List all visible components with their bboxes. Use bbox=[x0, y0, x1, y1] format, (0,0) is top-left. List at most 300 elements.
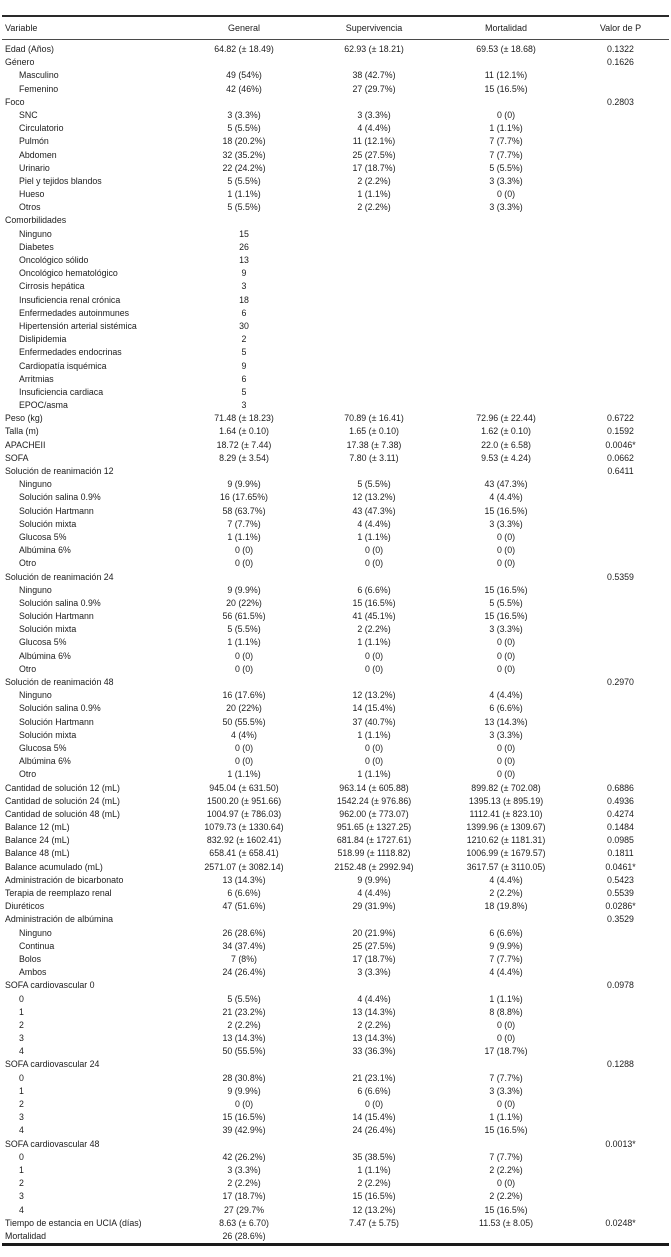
mortalidad-cell: 0 (0) bbox=[496, 1033, 516, 1044]
p-value-cell bbox=[572, 940, 669, 953]
p-value-cell bbox=[572, 201, 669, 214]
p-value-cell bbox=[572, 557, 669, 570]
p-value-cell: 0.6886 bbox=[607, 782, 634, 793]
variable-cell: Hueso bbox=[19, 189, 45, 200]
table-row bbox=[2, 610, 669, 623]
general-cell: 26 bbox=[239, 241, 249, 252]
variable-cell: Ambos bbox=[19, 967, 47, 978]
table-row bbox=[2, 1006, 669, 1019]
table-row bbox=[2, 69, 669, 82]
supervivencia-cell bbox=[308, 399, 440, 412]
mortalidad-cell: 22.0 (± 6.58) bbox=[481, 439, 531, 450]
table-row bbox=[2, 1190, 669, 1203]
variable-cell: Insuficiencia renal crónica bbox=[19, 294, 121, 305]
mortalidad-cell: 4 (4.4%) bbox=[489, 492, 523, 503]
mortalidad-cell: 6 (6.6%) bbox=[489, 927, 523, 938]
variable-cell: Hipertensión arterial sistémica bbox=[19, 320, 137, 331]
variable-cell: Diuréticos bbox=[5, 901, 45, 912]
mortalidad-cell bbox=[440, 241, 572, 254]
supervivencia-cell: 2 (2.2%) bbox=[357, 202, 391, 213]
mortalidad-cell: 11 (12.1%) bbox=[484, 70, 528, 81]
variable-cell: Solución Hartmann bbox=[19, 716, 94, 727]
p-value-cell bbox=[572, 716, 669, 729]
variable-cell: Otro bbox=[19, 558, 37, 569]
table-row bbox=[2, 294, 669, 307]
table-row bbox=[2, 900, 669, 913]
supervivencia-cell: 6 (6.6%) bbox=[357, 1085, 391, 1096]
mortalidad-cell: 0 (0) bbox=[496, 558, 516, 569]
supervivencia-cell bbox=[308, 346, 440, 359]
general-cell: 8.63 (± 6.70) bbox=[219, 1217, 269, 1228]
general-cell bbox=[180, 56, 308, 69]
table-row bbox=[2, 149, 669, 162]
supervivencia-cell bbox=[308, 228, 440, 241]
table-row bbox=[2, 320, 669, 333]
general-cell: 1 (1.1%) bbox=[227, 637, 261, 648]
p-value-cell bbox=[572, 241, 669, 254]
general-cell: 9 (9.9%) bbox=[227, 479, 261, 490]
general-cell: 2 bbox=[241, 334, 247, 345]
variable-cell: Solución salina 0.9% bbox=[19, 703, 101, 714]
column-header-supervivencia: Supervivencia bbox=[308, 16, 440, 40]
p-value-cell bbox=[572, 663, 669, 676]
table-row bbox=[2, 913, 669, 926]
p-value-cell bbox=[572, 491, 669, 504]
general-cell: 24 (26.4%) bbox=[222, 967, 266, 978]
table-row bbox=[2, 531, 669, 544]
supervivencia-cell: 962.00 (± 773.07) bbox=[339, 808, 409, 819]
general-cell: 15 bbox=[239, 228, 249, 239]
mortalidad-cell: 0 (0) bbox=[496, 663, 516, 674]
supervivencia-cell: 963.14 (± 605.88) bbox=[339, 782, 409, 793]
p-value-cell bbox=[572, 584, 669, 597]
table-row bbox=[2, 782, 669, 795]
variable-cell: 4 bbox=[19, 1046, 24, 1057]
mortalidad-cell: 15 (16.5%) bbox=[484, 83, 528, 94]
table-row bbox=[2, 478, 669, 491]
supervivencia-cell: 0 (0) bbox=[364, 663, 384, 674]
table-row bbox=[2, 755, 669, 768]
p-value-cell bbox=[572, 254, 669, 267]
p-value-cell: 0.1288 bbox=[607, 1059, 634, 1070]
mortalidad-cell: 7 (7.7%) bbox=[489, 1072, 523, 1083]
mortalidad-cell: 0 (0) bbox=[496, 650, 516, 661]
variable-cell: Solución salina 0.9% bbox=[19, 492, 101, 503]
supervivencia-cell: 9 (9.9%) bbox=[357, 874, 391, 885]
general-cell: 3 bbox=[241, 400, 247, 411]
table-row bbox=[2, 360, 669, 373]
supervivencia-cell: 12 (13.2%) bbox=[352, 492, 396, 503]
general-cell: 39 (42.9%) bbox=[222, 1125, 266, 1136]
general-cell: 58 (63.7%) bbox=[222, 505, 266, 516]
variable-cell: Solución Hartmann bbox=[19, 505, 94, 516]
table-row bbox=[2, 1177, 669, 1190]
mortalidad-cell: 15 (16.5%) bbox=[484, 1204, 528, 1215]
p-value-cell bbox=[572, 1151, 669, 1164]
variable-cell: 4 bbox=[19, 1204, 24, 1215]
supervivencia-cell: 3 (3.3%) bbox=[357, 967, 391, 978]
table-row bbox=[2, 56, 669, 69]
general-cell bbox=[180, 96, 308, 109]
p-value-cell bbox=[572, 1032, 669, 1045]
variable-cell: Balance 48 (mL) bbox=[5, 848, 70, 859]
supervivencia-cell: 25 (27.5%) bbox=[352, 940, 396, 951]
mortalidad-cell: 0 (0) bbox=[496, 1099, 516, 1109]
p-value-cell: 0.5359 bbox=[607, 571, 634, 582]
mortalidad-cell: 7 (7.7%) bbox=[489, 1151, 523, 1162]
variable-cell: APACHEII bbox=[5, 439, 46, 450]
variable-cell: 2 bbox=[19, 1019, 24, 1030]
general-cell: 34 (37.4%) bbox=[222, 940, 266, 951]
general-cell: 20 (22%) bbox=[226, 703, 262, 714]
p-value-cell bbox=[572, 729, 669, 742]
variable-cell: SOFA cardiovascular 0 bbox=[5, 980, 95, 991]
variable-cell: Solución mixta bbox=[19, 729, 77, 740]
mortalidad-cell: 0 (0) bbox=[496, 1019, 516, 1030]
table-row bbox=[2, 1098, 669, 1111]
mortalidad-cell: 1 (1.1%) bbox=[489, 1112, 523, 1123]
mortalidad-cell bbox=[440, 294, 572, 307]
general-cell: 4 (4%) bbox=[231, 729, 257, 740]
table-row bbox=[2, 966, 669, 979]
table-row bbox=[2, 623, 669, 636]
supervivencia-cell: 2 (2.2%) bbox=[357, 1019, 391, 1030]
variable-cell: Talla (m) bbox=[5, 426, 39, 437]
column-header-valor-de-p: Valor de P bbox=[572, 16, 669, 40]
table-row bbox=[2, 927, 669, 940]
general-cell: 2571.07 (± 3082.14) bbox=[204, 861, 284, 872]
mortalidad-cell: 3 (3.3%) bbox=[489, 202, 523, 213]
general-cell: 30 bbox=[239, 320, 249, 331]
supervivencia-cell bbox=[308, 254, 440, 267]
supervivencia-cell: 13 (14.3%) bbox=[352, 1033, 396, 1044]
table-row bbox=[2, 267, 669, 280]
mortalidad-cell: 1112.41 (± 823.10) bbox=[469, 808, 543, 819]
mortalidad-cell: 0 (0) bbox=[496, 109, 516, 120]
general-cell: 0 (0) bbox=[234, 742, 254, 753]
variable-cell: Glucosa 5% bbox=[19, 742, 67, 753]
p-value-cell: 0.0046* bbox=[605, 439, 636, 450]
variable-cell: Solución de reanimación 24 bbox=[5, 571, 114, 582]
mortalidad-cell: 0 (0) bbox=[496, 742, 516, 753]
general-cell: 27 (29.7% bbox=[223, 1204, 265, 1215]
table-row bbox=[2, 1019, 669, 1032]
variable-cell: SOFA cardiovascular 24 bbox=[5, 1059, 100, 1070]
variable-cell: Bolos bbox=[19, 953, 42, 964]
supervivencia-cell: 6 (6.6%) bbox=[357, 584, 391, 595]
p-value-cell bbox=[572, 320, 669, 333]
p-value-cell bbox=[572, 69, 669, 82]
table-row bbox=[2, 1138, 669, 1151]
general-cell: 1 (1.1%) bbox=[227, 531, 261, 542]
mortalidad-cell: 1.62 (± 0.10) bbox=[481, 426, 531, 437]
general-cell: 5 bbox=[241, 386, 247, 397]
general-cell: 18.72 (± 7.44) bbox=[216, 439, 272, 450]
p-value-cell: 0.0978 bbox=[607, 980, 634, 991]
p-value-cell bbox=[572, 742, 669, 755]
mortalidad-cell bbox=[440, 1058, 572, 1071]
table-row bbox=[2, 742, 669, 755]
mortalidad-cell bbox=[440, 676, 572, 689]
variable-cell: Urinario bbox=[19, 162, 50, 173]
p-value-cell bbox=[572, 953, 669, 966]
variable-cell: Otros bbox=[19, 202, 41, 213]
mortalidad-cell: 15 (16.5%) bbox=[484, 611, 528, 622]
general-cell: 5 (5.5%) bbox=[227, 624, 261, 635]
p-value-cell bbox=[572, 1190, 669, 1203]
mortalidad-cell: 3 (3.3%) bbox=[489, 1085, 523, 1096]
supervivencia-cell: 5 (5.5%) bbox=[357, 479, 391, 490]
p-value-cell bbox=[572, 650, 669, 663]
p-value-cell bbox=[572, 294, 669, 307]
p-value-cell: 0.1811 bbox=[607, 848, 634, 859]
table-row bbox=[2, 636, 669, 649]
general-cell: 13 bbox=[239, 255, 249, 265]
table-row bbox=[2, 847, 669, 860]
general-cell: 0 (0) bbox=[234, 1099, 254, 1109]
supervivencia-cell: 25 (27.5%) bbox=[352, 149, 396, 160]
supervivencia-cell bbox=[308, 373, 440, 386]
variable-cell: Glucosa 5% bbox=[19, 637, 67, 648]
general-cell bbox=[180, 676, 308, 689]
table-row bbox=[2, 729, 669, 742]
mortalidad-cell: 899.82 (± 702.08) bbox=[471, 782, 541, 793]
table-row bbox=[2, 821, 669, 834]
p-value-cell bbox=[572, 768, 669, 781]
p-value-cell: 0.4936 bbox=[607, 795, 634, 806]
p-value-cell bbox=[572, 1164, 669, 1177]
mortalidad-cell: 1210.62 (± 1181.31) bbox=[466, 835, 546, 846]
variable-cell: Albúmina 6% bbox=[19, 756, 71, 767]
variable-cell: Cirrosis hepática bbox=[19, 281, 85, 292]
supervivencia-cell: 14 (15.4%) bbox=[352, 1112, 396, 1123]
mortalidad-cell bbox=[440, 56, 572, 69]
supervivencia-cell bbox=[308, 241, 440, 254]
variable-cell: Solución mixta bbox=[19, 518, 77, 529]
supervivencia-cell: 2 (2.2%) bbox=[357, 624, 391, 635]
table-row bbox=[2, 887, 669, 900]
mortalidad-cell: 7 (7.7%) bbox=[489, 953, 523, 964]
p-value-cell bbox=[572, 689, 669, 702]
general-cell bbox=[180, 214, 308, 227]
general-cell: 6 bbox=[241, 373, 247, 384]
p-value-cell bbox=[572, 702, 669, 715]
p-value-cell bbox=[572, 623, 669, 636]
supervivencia-cell: 1 (1.1%) bbox=[357, 1164, 391, 1175]
variable-cell: Dislipidemia bbox=[19, 334, 67, 345]
p-value-cell bbox=[572, 175, 669, 188]
mortalidad-cell: 4 (4.4%) bbox=[489, 967, 523, 978]
variable-cell: SNC bbox=[19, 109, 38, 120]
variable-cell: Solución salina 0.9% bbox=[19, 597, 101, 608]
supervivencia-cell: 1 (1.1%) bbox=[357, 637, 391, 648]
variable-cell: Ninguno bbox=[19, 584, 52, 595]
p-value-cell bbox=[572, 188, 669, 201]
p-value-cell bbox=[572, 1111, 669, 1124]
general-cell: 16 (17.65%) bbox=[220, 492, 268, 503]
variable-cell: 1 bbox=[19, 1085, 24, 1096]
p-value-cell bbox=[572, 346, 669, 359]
variable-cell: Administración de bicarbonato bbox=[5, 874, 124, 885]
column-header-variable: Variable bbox=[2, 16, 180, 40]
mortalidad-cell bbox=[440, 399, 572, 412]
supervivencia-cell: 518.99 (± 1118.82) bbox=[337, 848, 411, 859]
table-row bbox=[2, 228, 669, 241]
variable-cell: Otro bbox=[19, 769, 37, 780]
table-row bbox=[2, 135, 669, 148]
general-cell bbox=[180, 571, 308, 584]
p-value-cell: 0.0461* bbox=[605, 861, 636, 872]
variable-cell: SOFA cardiovascular 48 bbox=[5, 1138, 100, 1149]
mortalidad-cell bbox=[440, 333, 572, 346]
supervivencia-cell: 4 (4.4%) bbox=[357, 123, 391, 134]
mortalidad-cell: 17 (18.7%) bbox=[484, 1046, 528, 1057]
p-value-cell bbox=[572, 307, 669, 320]
mortalidad-cell bbox=[440, 307, 572, 320]
table-row bbox=[2, 425, 669, 438]
variable-cell: 4 bbox=[19, 1125, 24, 1136]
p-value-cell: 0.2803 bbox=[607, 96, 634, 107]
variable-cell: Abdomen bbox=[19, 149, 57, 160]
mortalidad-cell bbox=[440, 228, 572, 241]
table-row bbox=[2, 175, 669, 188]
table-row bbox=[2, 544, 669, 557]
general-cell: 1079.73 (± 1330.64) bbox=[204, 822, 284, 833]
variable-cell: Género bbox=[5, 57, 35, 68]
p-value-cell bbox=[572, 1072, 669, 1085]
mortalidad-cell: 6 (6.6%) bbox=[489, 703, 523, 714]
variable-cell: Cantidad de solución 12 (mL) bbox=[5, 782, 120, 793]
variable-cell: EPOC/asma bbox=[19, 400, 68, 411]
table-row bbox=[2, 412, 669, 425]
mortalidad-cell: 69.53 (± 18.68) bbox=[476, 44, 536, 54]
table-row bbox=[2, 979, 669, 992]
p-value-cell bbox=[572, 966, 669, 979]
general-cell: 5 (5.5%) bbox=[227, 993, 261, 1004]
general-cell: 5 bbox=[241, 347, 247, 358]
variable-cell: Ninguno bbox=[19, 690, 52, 701]
table-row bbox=[2, 861, 669, 874]
table-row bbox=[2, 1072, 669, 1085]
table-row bbox=[2, 557, 669, 570]
general-cell: 0 (0) bbox=[234, 650, 254, 661]
table-row bbox=[2, 452, 669, 465]
supervivencia-cell bbox=[308, 56, 440, 69]
supervivencia-cell: 43 (47.3%) bbox=[352, 505, 396, 516]
supervivencia-cell: 33 (36.3%) bbox=[352, 1046, 396, 1057]
variable-cell: Mortalidad bbox=[5, 1230, 47, 1241]
variable-cell: Comorbilidades bbox=[5, 215, 67, 226]
general-cell: 0 (0) bbox=[234, 545, 254, 556]
mortalidad-cell: 72.96 (± 22.44) bbox=[476, 413, 536, 424]
supervivencia-cell: 2 (2.2%) bbox=[357, 175, 391, 186]
p-value-cell bbox=[572, 1204, 669, 1217]
supervivencia-cell: 20 (21.9%) bbox=[352, 927, 396, 938]
mortalidad-cell: 5 (5.5%) bbox=[489, 162, 523, 173]
variable-cell: Ninguno bbox=[19, 927, 52, 938]
general-cell: 7 (7.7%) bbox=[227, 518, 261, 529]
p-value-cell: 0.5423 bbox=[607, 874, 634, 885]
variable-cell: Diabetes bbox=[19, 241, 54, 252]
mortalidad-cell: 0 (0) bbox=[496, 545, 516, 556]
variable-cell: Administración de albúmina bbox=[5, 914, 114, 925]
table-row bbox=[2, 254, 669, 267]
mortalidad-cell: 4 (4.4%) bbox=[489, 690, 523, 701]
mortalidad-cell: 3 (3.3%) bbox=[489, 729, 523, 740]
table-row bbox=[2, 439, 669, 452]
supervivencia-cell: 17.38 (± 7.38) bbox=[346, 439, 402, 450]
mortalidad-cell bbox=[440, 373, 572, 386]
variable-cell: Cantidad de solución 48 (mL) bbox=[5, 808, 120, 819]
table-row bbox=[2, 333, 669, 346]
table-row bbox=[2, 201, 669, 214]
table-row bbox=[2, 386, 669, 399]
general-cell: 0 (0) bbox=[234, 756, 254, 767]
mortalidad-cell: 9 (9.9%) bbox=[489, 940, 523, 951]
p-value-cell: 0.5539 bbox=[607, 888, 634, 898]
p-value-cell bbox=[572, 386, 669, 399]
p-value-cell: 0.0013* bbox=[605, 1138, 636, 1149]
supervivencia-cell bbox=[308, 1058, 440, 1071]
p-value-cell bbox=[572, 228, 669, 241]
supervivencia-cell: 0 (0) bbox=[364, 558, 384, 569]
mortalidad-cell: 15 (16.5%) bbox=[484, 584, 528, 595]
supervivencia-cell: 1542.24 (± 976.86) bbox=[336, 795, 412, 806]
table-row bbox=[2, 953, 669, 966]
p-value-cell: 0.1626 bbox=[607, 57, 634, 68]
variable-cell: Terapia de reemplazo renal bbox=[5, 888, 112, 898]
supervivencia-cell: 1 (1.1%) bbox=[357, 189, 391, 200]
table-row bbox=[2, 214, 669, 227]
general-cell: 20 (22%) bbox=[226, 597, 262, 608]
table-row bbox=[2, 1085, 669, 1098]
variable-cell: Foco bbox=[5, 96, 25, 107]
mortalidad-cell: 1006.99 (± 1679.57) bbox=[466, 848, 546, 859]
p-value-cell bbox=[572, 544, 669, 557]
general-cell: 0 (0) bbox=[234, 663, 254, 674]
p-value-cell bbox=[572, 597, 669, 610]
supervivencia-cell: 70.89 (± 16.41) bbox=[344, 413, 404, 424]
mortalidad-cell bbox=[440, 571, 572, 584]
p-value-cell: 0.4274 bbox=[607, 808, 634, 819]
supervivencia-cell: 1 (1.1%) bbox=[357, 729, 391, 740]
variable-cell: Otro bbox=[19, 663, 37, 674]
mortalidad-cell: 9.53 (± 4.24) bbox=[481, 452, 531, 463]
supervivencia-cell: 1.65 (± 0.10) bbox=[349, 426, 399, 437]
supervivencia-cell: 4 (4.4%) bbox=[357, 993, 391, 1004]
supervivencia-cell: 1 (1.1%) bbox=[357, 769, 391, 780]
column-header-general: General bbox=[180, 16, 308, 40]
mortalidad-cell: 3617.57 (± 3110.05) bbox=[466, 861, 546, 872]
general-cell: 1.64 (± 0.10) bbox=[219, 426, 269, 437]
mortalidad-cell bbox=[440, 1138, 572, 1151]
p-value-cell bbox=[572, 518, 669, 531]
table-row bbox=[2, 993, 669, 1006]
variable-cell: Arritmias bbox=[19, 373, 54, 384]
general-cell: 3 bbox=[241, 281, 247, 292]
mortalidad-cell bbox=[440, 280, 572, 293]
mortalidad-cell: 0 (0) bbox=[496, 769, 516, 780]
general-cell: 832.92 (± 1602.41) bbox=[206, 835, 282, 846]
general-cell: 17 (18.7%) bbox=[222, 1191, 266, 1202]
variable-cell: Oncológico sólido bbox=[19, 255, 89, 265]
general-cell: 5 (5.5%) bbox=[227, 202, 261, 213]
mortalidad-cell: 1 (1.1%) bbox=[489, 993, 523, 1004]
p-value-cell bbox=[572, 373, 669, 386]
variable-cell: Solución mixta bbox=[19, 624, 77, 635]
general-cell: 6 bbox=[241, 307, 247, 318]
p-value-cell bbox=[572, 478, 669, 491]
